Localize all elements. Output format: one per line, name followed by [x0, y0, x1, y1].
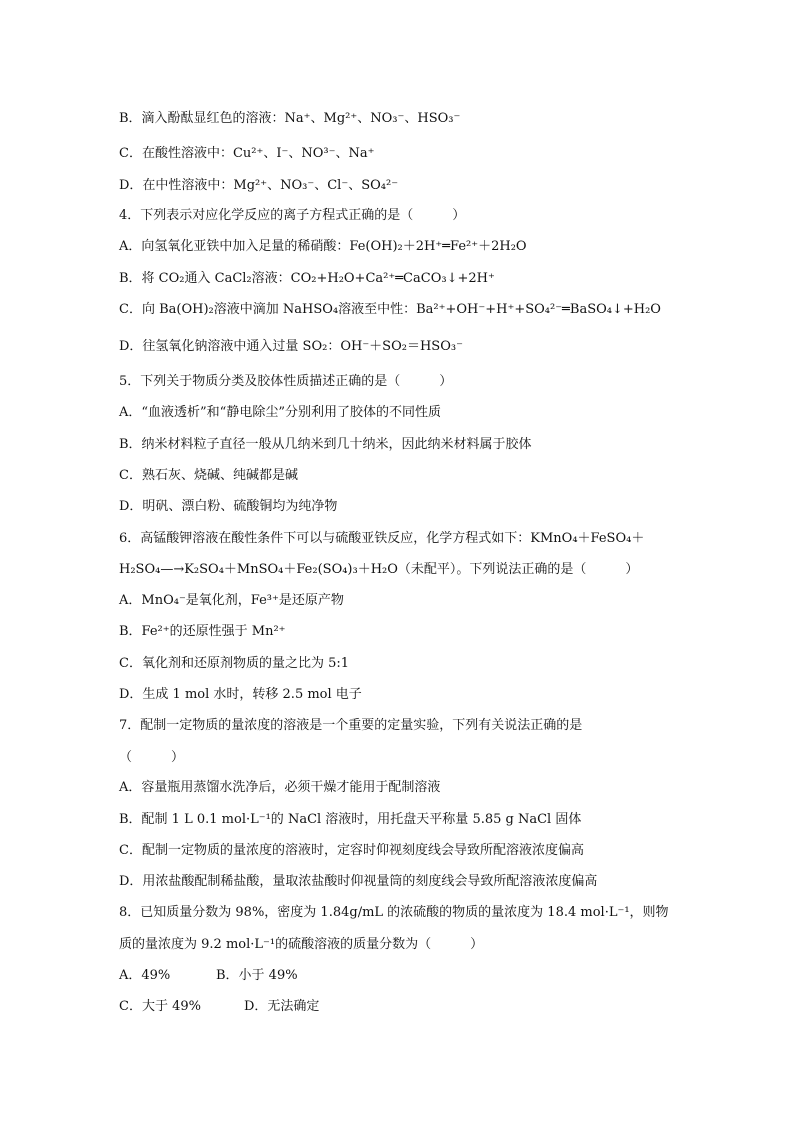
- option-4a: A．向氢氧化亚铁中加入足量的稀硝酸：Fe(OH)₂＋2H⁺═Fe²⁺＋2H₂O: [119, 239, 527, 254]
- question-5-stem: 5．下列关于物质分类及胶体性质描述正确的是（ ）: [119, 374, 453, 389]
- question-8-stem-line2: 质的量浓度为 9.2 mol·L⁻¹的硫酸溶液的质量分数为（ ）: [119, 937, 484, 952]
- option-6d: D．生成 1 mol 水时，转移 2.5 mol 电子: [119, 687, 362, 702]
- option-8c: C．大于 49%: [119, 999, 201, 1014]
- option-8a: A．49%: [119, 968, 171, 983]
- option-5a: A．“血液透析”和“静电除尘”分别利用了胶体的不同性质: [119, 405, 441, 420]
- option-3d: D．在中性溶液中：Mg²⁺、NO₃⁻、Cl⁻、SO₄²⁻: [119, 178, 399, 193]
- option-8b: B．小于 49%: [216, 968, 298, 983]
- question-7-stem-line1: 7．配制一定物质的量浓度的溶液是一个重要的定量实验，下列有关说法正确的是: [119, 718, 583, 733]
- option-5b: B．纳米材料粒子直径一般从几纳米到几十纳米，因此纳米材料属于胶体: [119, 437, 532, 452]
- question-6-stem-line2: H₂SO₄—→K₂SO₄＋MnSO₄＋Fe₂(SO₄)₃＋H₂O（未配平）。下列说法正确的是（ ）: [119, 562, 639, 577]
- question-6-stem-line1: 6．高锰酸钾溶液在酸性条件下可以与硫酸亚铁反应，化学方程式如下：KMnO₄＋FeSO₄＋: [119, 531, 645, 546]
- option-4b: B．将 CO₂通入 CaCl₂溶液：CO₂+H₂O+Ca²⁺═CaCO₃↓+2H⁺: [119, 271, 495, 286]
- option-6b: B．Fe²⁺的还原性强于 Mn²⁺: [119, 624, 286, 639]
- option-4d: D．往氢氧化钠溶液中通入过量 SO₂：OH⁻＋SO₂＝HSO₃⁻: [119, 339, 463, 354]
- option-5d: D．明矾、漂白粉、硫酸铜均为纯净物: [119, 499, 338, 514]
- option-4c: C．向 Ba(OH)₂溶液中滴加 NaHSO₄溶液至中性：Ba²⁺+OH⁻+H⁺+SO₄²⁻═BaSO₄↓+H₂O: [119, 302, 661, 317]
- question-7-stem-line2: （ ）: [119, 750, 185, 765]
- question-8-stem-line1: 8．已知质量分数为 98%，密度为 1.84g/mL 的浓硫酸的物质的量浓度为 18.4 mol·L⁻¹，则物: [119, 905, 669, 920]
- option-6c: C．氧化剂和还原剂物质的量之比为 5:1: [119, 656, 350, 671]
- option-3b: B．滴入酚酞显红色的溶液：Na⁺、Mg²⁺、NO₃⁻、HSO₃⁻: [119, 111, 461, 126]
- option-7a: A．容量瓶用蒸馏水洗净后，必须干燥才能用于配制溶液: [119, 780, 441, 795]
- option-7b: B．配制 1 L 0.1 mol·L⁻¹的 NaCl 溶液时，用托盘天平称量 5.85 g NaCl 固体: [119, 812, 582, 827]
- question-4-stem: 4．下列表示对应化学反应的离子方程式正确的是（ ）: [119, 208, 466, 223]
- option-6a: A．MnO₄⁻是氧化剂，Fe³⁺是还原产物: [119, 593, 344, 608]
- option-3c: C．在酸性溶液中：Cu²⁺、I⁻、NO³⁻、Na⁺: [119, 146, 375, 161]
- option-5c: C．熟石灰、烧碱、纯碱都是碱: [119, 468, 298, 483]
- option-8d: D．无法确定: [244, 999, 320, 1014]
- option-7d: D．用浓盐酸配制稀盐酸，量取浓盐酸时仰视量筒的刻度线会导致所配溶液浓度偏高: [119, 874, 598, 889]
- option-7c: C．配制一定物质的量浓度的溶液时，定容时仰视刻度线会导致所配溶液浓度偏高: [119, 843, 584, 858]
